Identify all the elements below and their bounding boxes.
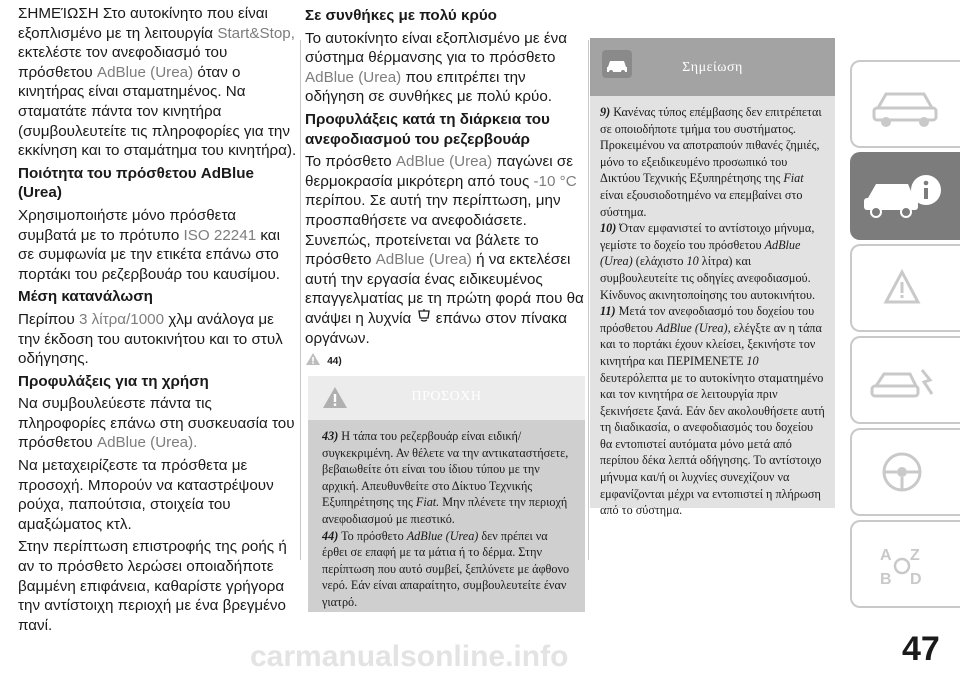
adblue-warning-lamp-icon (416, 309, 432, 329)
note-item-9: 9) Κανένας τύπος επέμβασης δεν επιτρέπεται σε οποιοδήποτε τμήμα του συστήματος. Προκειμένου να αποτραπούν πιθανές ζημιές, μόνο το εξειδικευμένο προσωπικό του Δικτύου Τεχνικής Εξυπηρέτησης της Fiat είναι εξουσιοδοτημένο να επεμβαίνει στο σύστημα. (600, 105, 822, 219)
car-info-icon (860, 164, 950, 228)
tab-car[interactable] (850, 60, 960, 148)
column-divider (588, 40, 589, 560)
warning-header (308, 376, 585, 420)
tab-warning[interactable] (850, 244, 960, 332)
warning-triangle-icon (866, 258, 946, 318)
column-middle (305, 4, 587, 372)
tab-alphabet-index[interactable] (850, 520, 960, 608)
precautions-paragraph-1: Να συμβουλεύεστε πάντα τις πληροφορίες επάνω στη συσκευασία του πρόσθετου AdBlue (Urea). (18, 395, 295, 452)
heading-consumption: Μέση κατανάλωση (18, 288, 153, 306)
warning-title: ΠΡΟΣΟΧΗ (411, 389, 482, 404)
heading-refuel: Προφυλάξεις κατά τη διάρκεια του ανεφοδιασμού του ρεζερβουάρ (305, 110, 550, 148)
car-icon (866, 74, 946, 134)
quality-paragraph: Χρησιμοποιήστε μόνο πρόσθετα συμβατά με το πρότυπο ISO 22241 και σε συμφωνία με την ετικέτα επάνω στο πορτάκι του ρεζερβουάρ του καυσίμου. (18, 206, 281, 283)
note-paragraph: ΣΗΜΕΊΩΣΗ Στο αυτοκίνητο που είναι εξοπλισμένο με τη λειτουργία Start&Stop, εκτελέστε τον ανεφοδιασμό του πρόσθετου AdBlue (Urea) όταν ο κινητήρας είναι σταματημένος. Να σταματάτε πάντα τον κινητήρα (συμβουλευτείτε τις πληροφορίες για την εκκίνηση και το σταμάτημα του κινητήρα). (18, 5, 297, 160)
reference-44: 44) (305, 352, 587, 372)
heading-precautions: Προφυλάξεις για τη χρήση (18, 372, 209, 390)
note-body (590, 96, 835, 519)
tab-car-crash[interactable] (850, 336, 960, 424)
note-header (590, 38, 835, 96)
watermark: carmanualsonline.info (250, 640, 569, 673)
svg-text:B: B (880, 571, 892, 588)
svg-text:A: A (880, 547, 892, 564)
warning-box (308, 376, 585, 612)
svg-text:Z: Z (910, 547, 920, 564)
alphabet-index-icon (866, 534, 946, 594)
warning-body (308, 420, 585, 611)
note-title: Σημείωση (682, 60, 743, 75)
note-item-10: 10) Όταν εμφανιστεί το αντίστοιχο μήνυμα, γεμίστε το δοχείο του πρόσθετου AdBlue (Urea) (ελάχιστο 10 λίτρα) και συμβουλευτείτε τις οδηγίες ανεφοδιασμού. Κίνδυνος ακινητοποίησης του αυτοκινήτου. (600, 221, 816, 302)
chapter-sidebar (850, 60, 960, 678)
car-crash-icon (866, 350, 946, 410)
steering-wheel-icon (866, 442, 946, 502)
precautions-paragraph-3: Στην περίπτωση επιστροφής της ροής ή αν το πρόσθετο λερώσει οποιαδήποτε βαμμένη επιφάνεια, καθαρίστε γρήγορα την αντίστοιχη περιοχή με ένα βρεγμένο πανί. (18, 538, 287, 634)
note-item-11: 11) Μετά τον ανεφοδιασμό του δοχείου του πρόσθετου AdBlue (Urea), ελέγξτε αν η τάπα και το πορτάκι έχουν κλείσει, ξεκινήστε τον κινητήρα και ΠΕΡΙΜΕΝΕΤΕ 10 δευτερόλεπτα με το αυτοκίνητο σταματημένο και τον κινητήρα σε λειτουργία πριν ξεκινήσετε ξανά. Εάν δεν ακολουθήσετε αυτή τη διαδικασία, ο ανεφοδιασμός του δοχείου θα εντοπιστεί αυτόματα μόνο μετά από περίπου δέκα λεπτά οδήγησης. Το αντίστοιχο μήνυμα και/ή οι λυχνίες συνεχίζουν να εμφανίζονται μέχρι να εντοπιστεί η πλήρωση από το σύστημα. (600, 304, 825, 518)
svg-text:D: D (910, 571, 922, 588)
column-divider (300, 40, 301, 560)
cold-paragraph: Το αυτοκίνητο είναι εξοπλισμένο με ένα σύστημα θέρμανσης για το πρόσθετο AdBlue (Urea) που επιτρέπει την οδήγηση σε συνθήκες με πολύ κρύο. (305, 29, 568, 106)
column-left (18, 4, 298, 638)
warning-triangle-icon (305, 352, 321, 366)
page-number: 47 (902, 630, 940, 668)
warning-item-44: 44) Το πρόσθετο AdBlue (Urea) δεν πρέπει να έρθει σε επαφή με τα μάτια ή το δέρμα. Στην περίπτωση που αυτό συμβεί, ξεπλύνετε με άφθονο νερό. Εάν είναι απαραίτητο, συμβουλευτείτε έναν γιατρό. (322, 528, 570, 609)
consumption-paragraph: Περίπου 3 λίτρα/1000 χλμ ανάλογα με την έκδοση του αυτοκινήτου και το στυλ οδήγησης. (18, 310, 283, 368)
heading-cold: Σε συνθήκες με πολύ κρύο (305, 7, 497, 24)
heading-quality: Ποιότητα του πρόσθετου AdBlue (Urea) (18, 164, 254, 202)
note-box (590, 38, 835, 518)
refuel-paragraph: Το πρόσθετο AdBlue (Urea) παγώνει σε θερμοκρασία μικρότερη από τους -10 °C περίπου. Σε αυτή την περίπτωση, μην προσπαθήσετε να ανεφοδιάσετε. Συνεπώς, προτείνεται να βάλετε το πρόσθετο AdBlue (Urea) ή να εκτελέσει αυτή την εργασία ένας ειδικευμένος επαγγελματίας με τη πρώτη φορά που θα ανάψει η λυχνία επάνω στον πίνακα οργάνων. (305, 153, 584, 347)
tab-car-info[interactable] (850, 152, 960, 240)
precautions-paragraph-2: Να μεταχειρίζεστε τα πρόσθετα με προσοχή. Μπορούν να καταστρέψουν ρούχα, παπούτσια, στοιχεία του αμαξώματος κτλ. (18, 457, 274, 533)
warning-item-43: 43) Η τάπα του ρεζερβουάρ είναι ειδική/συγκεκριμένη. Αν θέλετε να την αντικαταστήσετε, βεβαιωθείτε ότι είναι του ίδιου τύπου με την αρχική. Απευθυνθείτε στο Δίκτυο Τεχνικής Εξυπηρέτησης της Fiat. Μην πλένετε την περιοχή ανεφοδιασμού με πιεστικό. (322, 429, 569, 526)
tab-steering[interactable] (850, 428, 960, 516)
